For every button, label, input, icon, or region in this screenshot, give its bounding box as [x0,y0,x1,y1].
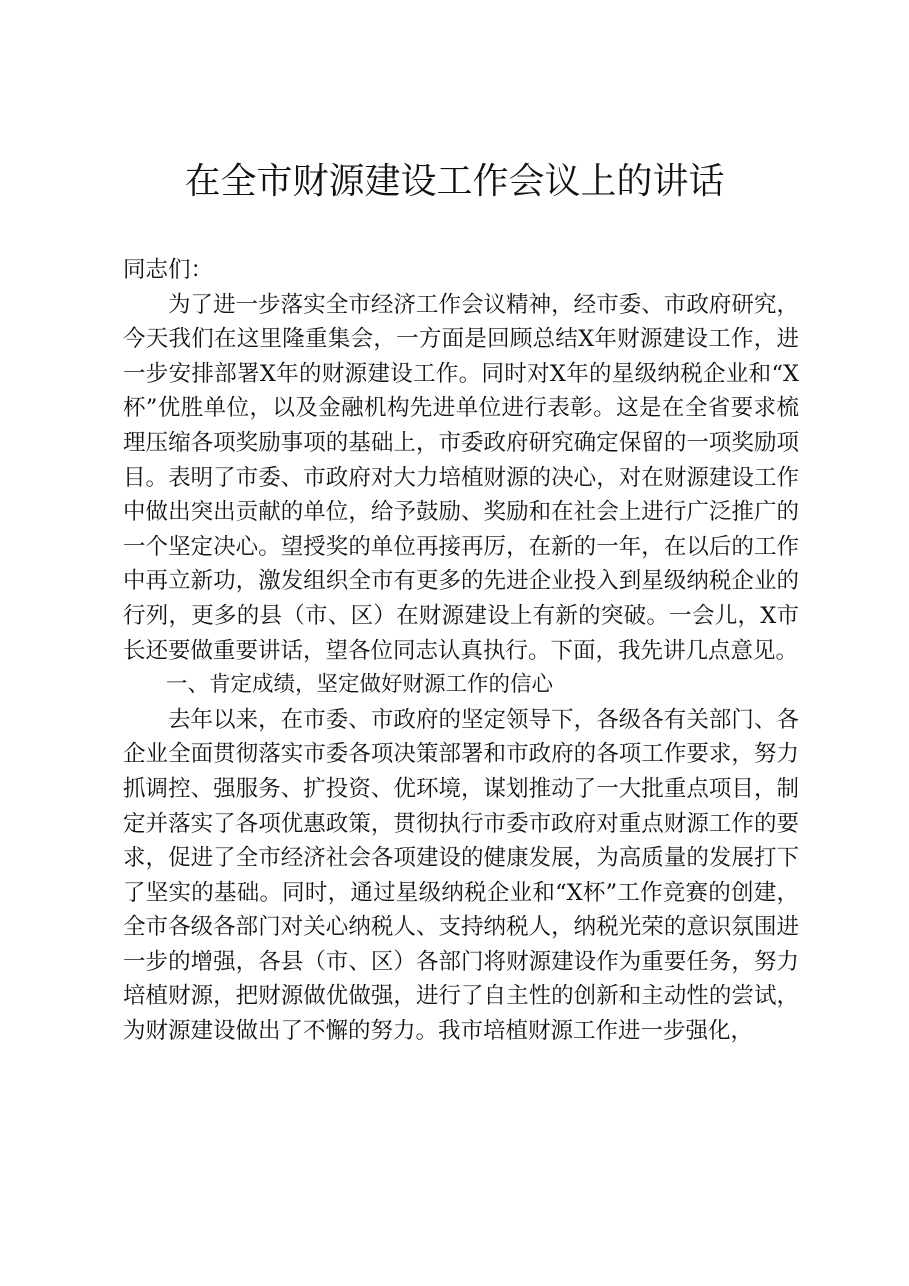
document-title: 在全市财源建设工作会议上的讲话 [184,161,725,202]
salutation: 同志们： [123,257,214,283]
section-heading-1: 一、肯定成绩，坚定做好财源工作的信心 [166,672,554,698]
paragraph-intro: 为了进一步落实全市经济工作会议精神，经市委、市政府研究，今天我们在这里隆重集会，一方面是回顾总结X年财源建设工作，进一步安排部署X年的财源建设工作。同时对X年的星级纳税企业和“X杯”优胜单位，以及金融机构先进单位进行表彰。这是在全省要求梳理压缩各项奖励事项的基础上，市委政府研究确定保留的一项奖励项目。表明了市委、市政府对大力培植财源的决心，对在财源建设工作中做出突出贡献的单位，给予鼓励、奖励和在社会上进行广泛推广的一个坚定决心。望授奖的单位再接再厉，在新的一年，在以后的工作中再立新功，激发组织全市有更多的先进企业投入到星级纳税企业的行列，更多的县（市、区）在财源建设上有新的突破。一会儿，X市长还要做重要讲话，望各位同志认真执行。下面，我先讲几点意见。 [123,291,799,664]
document-body [123,253,799,1049]
paragraph-achievements: 去年以来，在市委、市政府的坚定领导下，各级各有关部门、各企业全面贯彻落实市委各项决策部署和市政府的各项工作要求，努力抓调控、强服务、扩投资、优环境，谋划推动了一大批重点项目，制定并落实了各项优惠政策，贯彻执行市委市政府对重点财源工作的要求，促进了全市经济社会各项建设的健康发展，为高质量的发展打下了坚实的基础。同时，通过星级纳税企业和“X杯”工作竞赛的创建，全市各级各部门对关心纳税人、支持纳税人，纳税光荣的意识氛围进一步的增强，各县（市、区）各部门将财源建设作为重要任务，努力培植财源，把财源做优做强，进行了自主性的创新和主动性的尝试，为财源建设做出了不懈的努力。我市培植财源工作进一步强化， [123,706,799,1045]
